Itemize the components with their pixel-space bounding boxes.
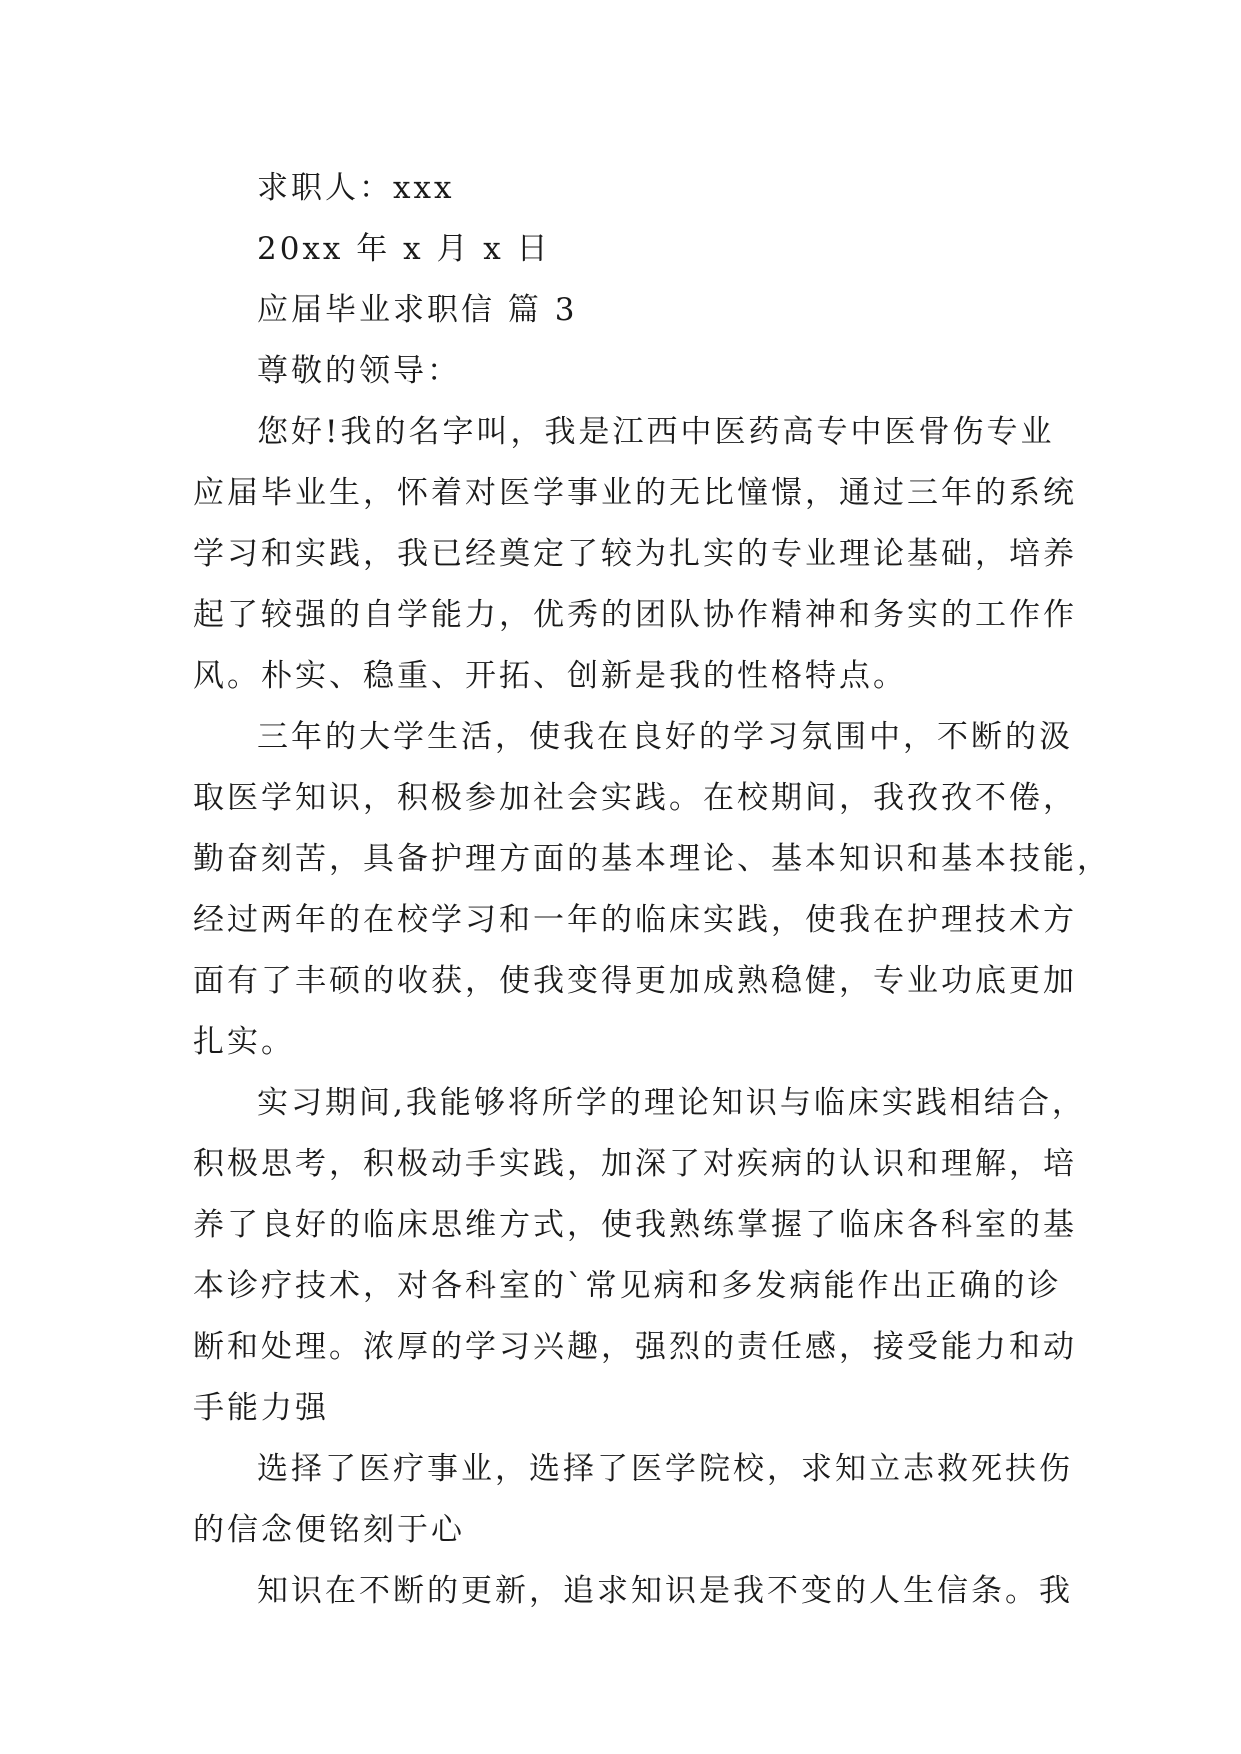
text-line: 知识在不断的更新，追求知识是我不变的人生信条。我 [257, 1573, 1073, 1609]
letter-body [193, 158, 1111, 1622]
text-line: 三年的大学生活，使我在良好的学习氛围中，不断的汲 [257, 719, 1073, 755]
date-line: 20xx 年 x 月 x 日 [257, 231, 551, 267]
text-line: 本诊疗技术，对各科室的`常见病和多发病能作出正确的诊 [193, 1268, 1062, 1304]
text-line: 面有了丰硕的收获，使我变得更加成熟稳健，专业功底更加 [193, 963, 1077, 999]
text-line: 经过两年的在校学习和一年的临床实践，使我在护理技术方 [193, 902, 1077, 938]
text-line: 学习和实践，我已经奠定了较为扎实的专业理论基础，培养 [193, 536, 1077, 572]
text-line: 取医学知识，积极参加社会实践。在校期间，我孜孜不倦， [193, 780, 1077, 816]
text-line: 手能力强 [193, 1390, 329, 1426]
text-line: 扎实。 [193, 1024, 295, 1060]
paragraph-5 [193, 1561, 1073, 1622]
section-title: 应届毕业求职信 篇 3 [257, 292, 578, 328]
text-line: 勤奋刻苦，具备护理方面的基本理论、基本知识和基本技能， [193, 841, 1111, 877]
text-line: 断和处理。浓厚的学习兴趣，强烈的责任感，接受能力和动 [193, 1329, 1077, 1365]
paragraph-1 [193, 402, 1077, 707]
text-line: 养了良好的临床思维方式，使我熟练掌握了临床各科室的基 [193, 1207, 1077, 1243]
text-line: 应届毕业生，怀着对医学事业的无比憧憬，通过三年的系统 [193, 475, 1077, 511]
text-line: 风。朴实、稳重、开拓、创新是我的性格特点。 [193, 658, 907, 694]
paragraph-3 [193, 1073, 1086, 1439]
text-line: 实习期间,我能够将所学的理论知识与临床实践相结合， [257, 1085, 1086, 1121]
text-line: 的信念便铭刻于心 [193, 1512, 465, 1548]
applicant-line: 求职人：xxx [257, 170, 455, 206]
text-line: 起了较强的自学能力，优秀的团队协作精神和务实的工作作 [193, 597, 1077, 633]
text-line: 选择了医疗事业，选择了医学院校，求知立志救死扶伤 [257, 1451, 1073, 1487]
salutation: 尊敬的领导： [257, 353, 461, 389]
paragraph-2 [193, 707, 1111, 1073]
text-line: 积极思考，积极动手实践，加深了对疾病的认识和理解，培 [193, 1146, 1077, 1182]
text-line: 您好!我的名字叫，我是江西中医药高专中医骨伤专业 [257, 414, 1055, 450]
paragraph-4 [193, 1439, 1073, 1561]
